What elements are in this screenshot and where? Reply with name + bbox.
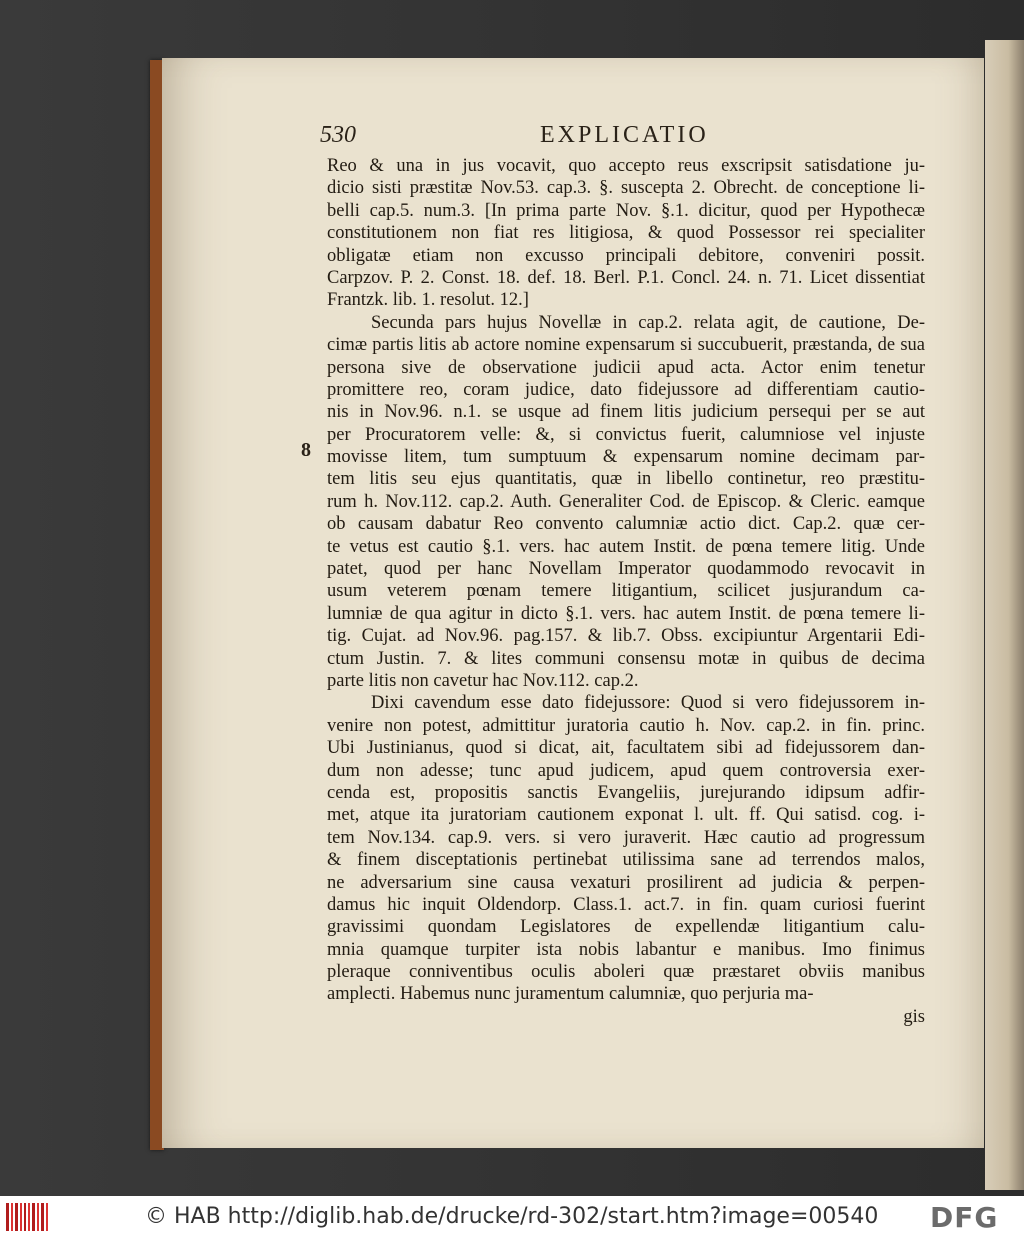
text-line: cimæ partis litis ab actore nomine expensarum si succubuerit, præstanda, de sua (327, 335, 925, 356)
page-header (320, 122, 920, 156)
text-line: mnia quamque turpiter ista nobis labantur e manibus. Imo finimus (327, 939, 925, 960)
running-head: EXPLICATIO (540, 122, 709, 148)
body-text (327, 155, 925, 1028)
text-line: Ubi Justinianus, quod si dicat, ait, facultatem sibi ad fidejussorem dan- (327, 738, 925, 759)
dfg-logo: DFG (930, 1201, 999, 1234)
text-line: Secunda pars hujus Novellæ in cap.2. relata agit, de cautione, De- (371, 312, 925, 333)
text-line: venire non potest, admittitur juratoria cautio h. Nov. cap.2. in fin. princ. (327, 715, 925, 736)
text-line: obligatæ etiam non excusso principali debitore, conveniri possit. (327, 245, 925, 266)
text-line: usum veterem pœnam temere litigantium, scilicet jusjurandum ca- (327, 581, 925, 602)
text-line: per Procuratorem velle: &, si convictus fuerit, calumniose vel injuste (327, 424, 925, 445)
text-line: damus hic inquit Oldendorp. Class.1. act.7. in fin. quam curiosi fuerint (327, 894, 925, 915)
text-line: rum h. Nov.112. cap.2. Auth. Generaliter Cod. de Episcop. & Cleric. eamque (327, 491, 925, 512)
margin-note-number: 8 (301, 439, 311, 461)
text-line: cenda est, propositis sanctis Evangeliis, jurejurando idipsum adfir- (327, 782, 925, 803)
text-line: nis in Nov.96. n.1. se usque ad finem litis judicium persequi per se aut (327, 402, 925, 423)
copyright-link[interactable]: © HAB http://diglib.hab.de/drucke/rd-302/start.htm?image=00540 (145, 1204, 879, 1229)
text-line: te vetus est cautio §.1. vers. hac autem Instit. de pœna temere litig. Unde (327, 536, 925, 557)
text-line: tig. Cujat. ad Nov.96. pag.157. & lib.7. Obss. excipiuntur Argentarii Edi- (327, 626, 925, 647)
text-line: promittere reo, coram judice, dato fidejussore ad differentiam cautio- (327, 379, 925, 400)
text-line: patet, quod per hanc Novellam Imperator quodammodo revocavit in (327, 559, 925, 580)
text-line: Carpzov. P. 2. Const. 18. def. 18. Berl. P.1. Concl. 24. n. 71. Licet dissentiat (327, 267, 925, 288)
text-line: Frantzk. lib. 1. resolut. 12.] (327, 290, 529, 311)
text-line: dum non adesse; tunc apud judicem, apud quem controversia exer- (327, 760, 925, 781)
text-line: & finem disceptationis pertinebat utilissima sane ad terrendos malos, (327, 850, 925, 871)
text-line: amplecti. Habemus nunc juramentum calumniæ, quo perjuria ma- (327, 984, 814, 1005)
text-line: ctum Justin. 7. & lites communi consensu motæ in quibus de decima (327, 648, 925, 669)
text-line: tem litis seu ejus quantitatis, quæ in libello continetur, reo præstitu- (327, 469, 925, 490)
text-line: lumniæ de qua agitur in dicto §.1. vers. hac autem Instit. de pœna temere li- (327, 603, 925, 624)
text-line: persona sive de observatione judicii apud acta. Actor enim tenetur (327, 357, 925, 378)
text-line: constitutionem non fiat res litigiosa, & quod Possessor rei specialiter (327, 223, 925, 244)
text-line: Dixi cavendum esse dato fidejussore: Quod si vero fidejussorem in- (371, 693, 925, 714)
facing-page-edge (985, 40, 1024, 1190)
text-line: gravissimi quondam Legislatores de expellendæ litigantium calu- (327, 917, 925, 938)
text-line: dicio sisti præstitæ Nov.53. cap.3. §. suscepta 2. Obrecht. de conceptione li- (327, 178, 925, 199)
text-line: tem Nov.134. cap.9. vers. si vero juraverit. Hæc cautio ad progressum (327, 827, 925, 848)
page-number: 530 (320, 122, 356, 148)
text-line: Reo & una in jus vocavit, quo accepto reus exscripsit satisdatione ju- (327, 156, 925, 176)
text-line: pleraque conniventibus oculis aboleri quæ præstaret obviis manibus (327, 962, 925, 983)
text-line: parte litis non cavetur hac Nov.112. cap.2. (327, 670, 639, 691)
text-line: met, atque ita juratoriam cautionem exponat l. ult. ff. Qui satisd. cog. i- (327, 805, 925, 826)
text-line: ne adversarium sine causa vexaturi prosilirent ad judicia & perpen- (327, 872, 925, 893)
text-line: ob causam dabatur Reo convento calumniæ actio dict. Cap.2. quæ cer- (327, 514, 925, 535)
text-line: belli cap.5. num.3. [In prima parte Nov. §.1. dicitur, quod per Hypothecæ (327, 200, 925, 221)
footer-bar (0, 1196, 1024, 1238)
hab-logo-icon (6, 1203, 48, 1231)
text-line: movisse litem, tum sumptuum & expensarum nomine decimam par- (327, 447, 925, 468)
text-line: gis (903, 1006, 925, 1027)
